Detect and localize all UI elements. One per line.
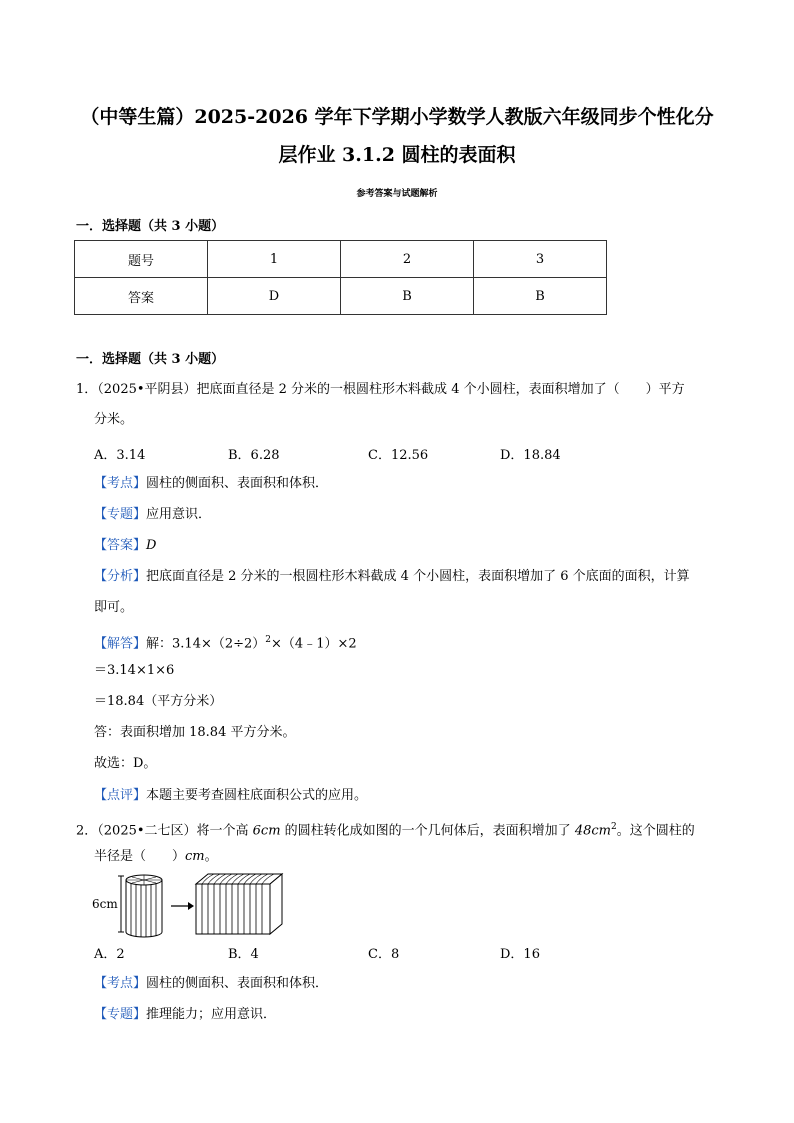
zhuanti-text: 应用意识． — [146, 507, 212, 522]
figure-height-label: 6cm — [92, 897, 118, 911]
q2-unit1: 6cm — [252, 823, 281, 839]
q2-stem-line1 — [76, 817, 695, 841]
jieda-text-a: 解：3.14×（2÷2） — [146, 636, 266, 652]
table-cell: D — [208, 278, 341, 315]
kaodian-tag: 【考点】 — [94, 476, 147, 491]
q1-option-b: B．6.28 — [228, 448, 280, 463]
table-cell: 题号 — [75, 241, 208, 278]
table-cell: B — [341, 278, 474, 315]
q1-guxuan: 故选：D。 — [94, 756, 157, 771]
q2-stem-line2 — [94, 847, 218, 867]
jieda-tag: 【解答】 — [94, 636, 147, 652]
q1-option-a: A．3.14 — [94, 448, 146, 463]
q1-answer: 答：表面积增加 18.84 平方分米。 — [94, 725, 296, 740]
q2-stem-line2c: 。 — [204, 849, 218, 864]
table-row — [75, 278, 607, 315]
detail-section-heading: 一．选择题（共 3 小题） — [76, 352, 225, 367]
answer-table — [74, 240, 607, 315]
page-subtitle: 参考答案与试题解析 — [356, 189, 438, 199]
q2-stem-c: 。这个圆柱的 — [616, 823, 695, 839]
q2-option-d: D．16 — [500, 947, 540, 962]
q1-jieda — [94, 630, 357, 654]
fenxi-text: 把底面直径是 2 分米的一根圆柱形木料截成 4 个小圆柱，表面积增加了 6 个底面的面积，计算 — [146, 569, 690, 584]
q1-zhuanti — [94, 505, 211, 525]
table-cell: 2 — [341, 241, 474, 278]
answer-section-heading: 一．选择题（共 3 小题） — [76, 219, 225, 234]
zhuanti-tag: 【专题】 — [94, 1007, 147, 1022]
kaodian-text: 圆柱的侧面积、表面积和体积． — [146, 476, 329, 491]
q1-stem-line1: 1．（2025•平阴县）把底面直径是 2 分米的一根圆柱形木料截成 4 个小圆柱，表面积增加了（ ）平方 — [76, 382, 685, 397]
q1-stem-line2: 分米。 — [94, 412, 134, 427]
q1-option-d: D．18.84 — [500, 448, 561, 463]
q1-step2: ＝3.14×1×6 — [94, 663, 175, 678]
table-row — [75, 241, 607, 278]
arrow-icon — [171, 902, 194, 910]
table-cell: 3 — [474, 241, 607, 278]
q1-dianping — [94, 786, 367, 806]
q1-option-c: C．12.56 — [368, 448, 429, 463]
table-cell: 1 — [208, 241, 341, 278]
fenxi-tag: 【分析】 — [94, 569, 147, 584]
q2-stem-line2b: cm — [185, 849, 205, 864]
q2-zhuanti — [94, 1005, 276, 1025]
q1-fenxi-line2: 即可。 — [94, 600, 134, 615]
q2-option-c: C．8 — [368, 947, 400, 962]
kaodian-text: 圆柱的侧面积、表面积和体积． — [146, 976, 329, 991]
q2-sup: 2 — [610, 822, 617, 832]
q2-option-a: A．2 — [94, 947, 125, 962]
zhuanti-tag: 【专题】 — [94, 507, 147, 522]
table-cell: 答案 — [75, 278, 208, 315]
cylinder-shape — [126, 875, 162, 937]
jieda-text-b: ×（4﹣1）×2 — [271, 636, 357, 652]
jieda-sup: 2 — [265, 635, 272, 645]
q2-stem-line2a: 半径是（ ） — [94, 849, 186, 864]
q1-daan — [94, 536, 156, 556]
page-title-line1: （中等生篇）2025-2026 学年下学期小学数学人教版六年级同步个性化分 — [80, 106, 714, 128]
zhuanti-text: 推理能力；应用意识． — [146, 1007, 277, 1022]
q2-stem-a: 2．（2025•二七区）将一个高 — [76, 823, 253, 839]
cylinder-transform-figure — [92, 870, 292, 940]
dianping-text: 本题主要考查圆柱底面积公式的应用。 — [146, 788, 368, 803]
q2-option-b: B．4 — [228, 947, 259, 962]
q2-kaodian — [94, 974, 328, 994]
q2-stem-b: 的圆柱转化成如图的一个几何体后，表面积增加了 — [280, 823, 575, 839]
daan-tag: 【答案】 — [94, 538, 147, 553]
table-cell: B — [474, 278, 607, 315]
q1-kaodian — [94, 474, 328, 494]
kaodian-tag: 【考点】 — [94, 976, 147, 991]
q1-step3: ＝18.84（平方分米） — [94, 694, 223, 709]
q2-unit2: 48cm — [574, 823, 611, 839]
daan-text: D — [146, 538, 157, 553]
dianping-tag: 【点评】 — [94, 788, 147, 803]
reassembled-solid — [196, 874, 282, 934]
page-title-line2: 层作业 3.1.2 圆柱的表面积 — [278, 144, 516, 166]
q1-fenxi-line1 — [94, 567, 690, 587]
